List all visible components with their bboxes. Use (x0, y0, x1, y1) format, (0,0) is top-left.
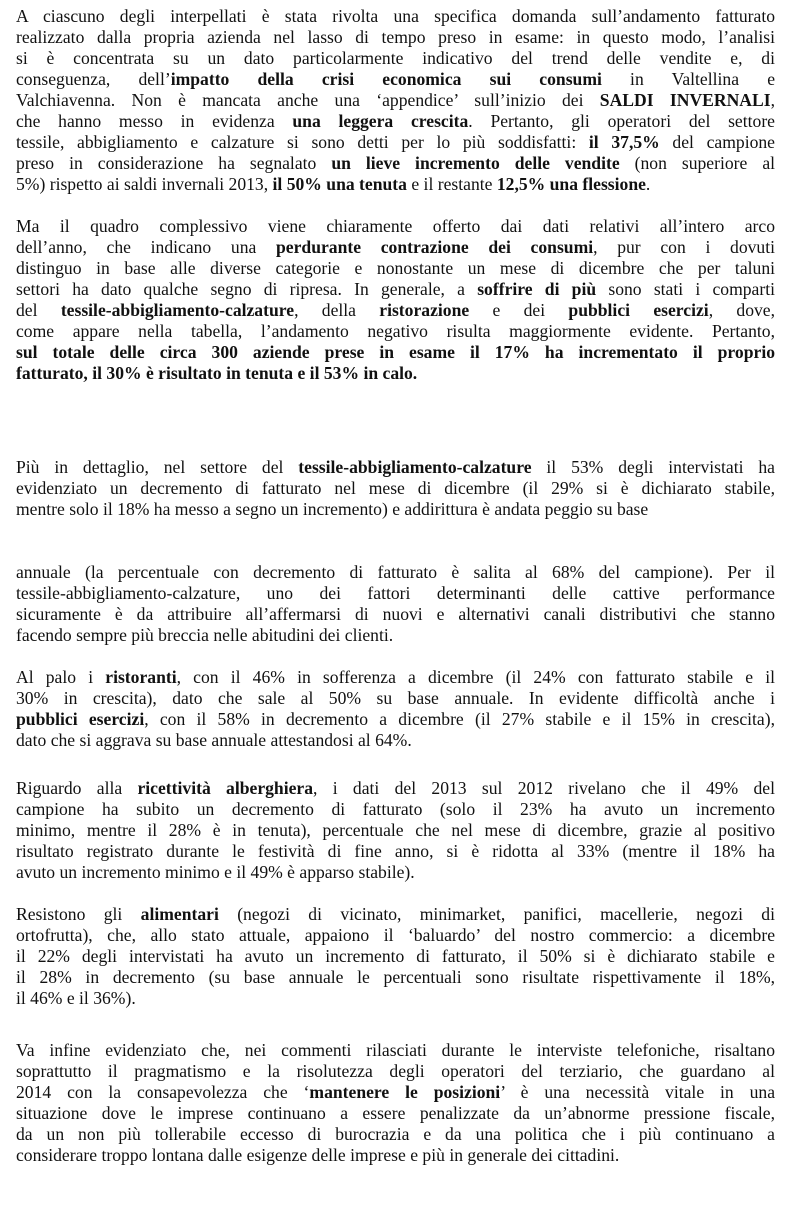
bold-text-run: fatturato, il 30% è risultato in tenuta e il 53% in calo. (16, 363, 418, 383)
bold-text-run: soffrire di più (477, 279, 597, 299)
text-run: sicuramente è da attribuire all’affermarsi di nuovi e alternativi canali distributivi che stanno (16, 604, 775, 624)
text-run: . Pertanto, gli operatori del settore (468, 111, 775, 131)
text-line (16, 363, 775, 384)
text-line (16, 1061, 775, 1082)
text-line (16, 1103, 775, 1124)
bold-text-run: 12,5% una flessione (496, 174, 646, 194)
text-line (16, 946, 775, 967)
text-run: come appare nella tabella, l’andamento negativo risulta maggiormente evidente. Pertanto, (16, 321, 775, 341)
text-run: , i dati del 2013 sul 2012 rivelano che il 49% del (313, 778, 776, 798)
text-run: distinguo in base alle diverse categorie e nonostante un mese di dicembre che per taluni (16, 258, 775, 278)
bold-text-run: un lieve incremento delle vendite (331, 153, 620, 173)
text-run: mentre solo il 18% ha messo a segno un incremento) e addirittura è andata peggio su base (16, 499, 649, 519)
text-run: Ma il quadro complessivo viene chiaramente offerto dai dati relativi all’intero arco (16, 216, 775, 236)
bold-text-run: tessile-abbigliamento-calzature (60, 300, 295, 320)
text-line (16, 153, 775, 174)
paragraph-alimentari (16, 904, 775, 1009)
paragraph-quadro-complessivo (16, 216, 775, 384)
text-run: il 22% degli intervistati ha avuto un incremento di fatturato, il 50% si è dichiarato stabile e (16, 946, 775, 966)
bold-text-run: impatto della crisi economica sui consumi (170, 69, 602, 89)
bold-text-run: ricettività alberghiera (137, 778, 314, 798)
text-line (16, 300, 775, 321)
text-run: minimo, mentre il 28% è in tenuta), percentuale che nel mese di dicembre, grazie al positivo (16, 820, 775, 840)
paragraph-ristoranti (16, 667, 775, 751)
text-run: conseguenza, dell’ (16, 69, 171, 89)
text-line (16, 925, 775, 946)
bold-text-run: tessile-abbigliamento-calzature (298, 457, 532, 477)
text-run: facendo sempre più breccia nelle abitudini dei clienti. (16, 625, 394, 645)
text-run: settori ha dato qualche segno di ripresa. In generale, a (16, 279, 478, 299)
paragraph-intro-saldi (16, 6, 775, 195)
text-run: 5%) rispetto ai saldi invernali 2013, (16, 174, 273, 194)
bold-text-run: una leggera crescita (292, 111, 469, 131)
bold-text-run: il 37,5% (588, 132, 660, 152)
text-run: , dove, (708, 300, 775, 320)
text-run: , pur con i dovuti (593, 237, 776, 257)
text-line (16, 237, 775, 258)
text-run: il 53% degli intervistati ha (531, 457, 775, 477)
text-line (16, 1145, 775, 1166)
paragraph-ricettivita-alberghiera (16, 778, 775, 883)
text-line (16, 688, 775, 709)
text-line (16, 778, 775, 799)
text-run: e il restante (406, 174, 497, 194)
text-run: dato che si aggrava su base annuale attestandosi al 64%. (16, 730, 412, 750)
text-line (16, 258, 775, 279)
text-run: in Valtellina e (601, 69, 775, 89)
text-run: preso in considerazione ha segnalato (16, 153, 332, 173)
text-run: 2014 con la consapevolezza che ‘ (16, 1082, 310, 1102)
text-line (16, 841, 775, 862)
bold-text-run: pubblici esercizi (568, 300, 709, 320)
text-line (16, 132, 775, 153)
text-line (16, 967, 775, 988)
text-run: risultato registrato durante le festività di fine anno, si è ridotta al 33% (mentre il 18% ha (16, 841, 775, 861)
bold-text-run: sul totale delle circa 300 aziende prese in esame il 17% ha incrementato il proprio (16, 342, 775, 362)
text-line (16, 862, 775, 883)
text-line (16, 279, 775, 300)
text-run: , con il 58% in decremento a dicembre (il 27% stabile e il 15% in crescita), (144, 709, 775, 729)
text-run: e dei (469, 300, 569, 320)
text-run: il 28% in decremento (su base annuale le percentuali sono risultate rispettivamente il 18%, (16, 967, 775, 987)
bold-text-run: perdurante contrazione dei consumi (276, 237, 594, 257)
text-run: avuto un incremento minimo e il 49% è apparso stabile). (16, 862, 415, 882)
text-run: realizzato dalla propria azienda nel lasso di tempo preso in esame: in questo modo, l’analisi (16, 27, 775, 47)
text-run: (negozi di vicinato, minimarket, panifici, macellerie, negozi di (218, 904, 775, 924)
text-line (16, 342, 775, 363)
text-line (16, 321, 775, 342)
text-run: del campione (659, 132, 775, 152)
text-run: Al palo i (16, 667, 106, 687)
text-line (16, 6, 775, 27)
text-run: , (770, 90, 775, 110)
text-line (16, 174, 775, 195)
text-line (16, 478, 775, 499)
text-line (16, 457, 775, 478)
text-line (16, 730, 775, 751)
bold-text-run: il 50% una tenuta (272, 174, 407, 194)
text-run: tessile, abbigliamento e calzature si sono detti per lo più soddisfatti: (16, 132, 589, 152)
text-line (16, 1124, 775, 1145)
text-line (16, 904, 775, 925)
text-run: da un non più tollerabile eccesso di burocrazia e da una politica che i più continuano a (16, 1124, 775, 1144)
text-run: situazione dove le imprese continuano a essere penalizzate da un’abnorme pressione fiscale, (16, 1103, 775, 1123)
text-line (16, 625, 775, 646)
paragraph-conclusioni (16, 1040, 775, 1166)
text-run: Va infine evidenziato che, nei commenti rilasciati durante le interviste telefoniche, risaltano (16, 1040, 775, 1060)
text-run: soprattutto il pragmatismo e la risolutezza degli operatori del terziario, che guardano al (16, 1061, 775, 1081)
text-run: che hanno messo in evidenza (16, 111, 293, 131)
text-line (16, 90, 775, 111)
text-run: (non superiore al (619, 153, 776, 173)
text-line (16, 48, 775, 69)
text-run: ortofrutta), che, allo stato attuale, appaiono il ‘baluardo’ del nostro commercio: a dicembre (16, 925, 775, 945)
bold-text-run: SALDI INVERNALI (599, 90, 771, 110)
paragraph-tessile-dettaglio (16, 457, 775, 520)
text-line (16, 499, 775, 520)
text-line (16, 1082, 775, 1103)
text-run: tessile-abbigliamento-calzature, uno dei fattori determinanti delle cattive performance (16, 583, 775, 603)
text-run: sono stati i comparti (596, 279, 775, 299)
text-run: , con il 46% in sofferenza a dicembre (il 24% con fatturato stabile e il (176, 667, 775, 687)
text-line (16, 111, 775, 132)
text-run: Resistono gli (16, 904, 141, 924)
text-line (16, 562, 775, 583)
text-line (16, 69, 775, 90)
text-run: Riguardo alla (16, 778, 138, 798)
text-run: dell’anno, che indicano una (16, 237, 277, 257)
text-line (16, 799, 775, 820)
bold-text-run: mantenere le posizioni (309, 1082, 501, 1102)
text-run: considerare troppo lontana dalle esigenze delle imprese e più in generale dei cittadini. (16, 1145, 620, 1165)
bold-text-run: ristoranti (105, 667, 177, 687)
text-run: si è concentrata su un dato particolarmente indicativo del trend delle vendite e, di (16, 48, 775, 68)
text-line (16, 1040, 775, 1061)
bold-text-run: ristorazione (379, 300, 470, 320)
text-line (16, 988, 775, 1009)
text-run: 30% in crescita), dato che sale al 50% su base annuale. In evidente difficoltà anche i (16, 688, 775, 708)
text-run: evidenziato un decremento di fatturato nel mese di dicembre (il 29% si è dichiarato stabile, (16, 478, 775, 498)
text-run: Valchiavenna. Non è mancata anche una ‘appendice’ sull’inizio dei (16, 90, 600, 110)
text-run: del (16, 300, 61, 320)
text-line (16, 709, 775, 730)
text-run: il 46% e il 36%). (16, 988, 136, 1008)
text-run: . (645, 174, 651, 194)
text-line (16, 583, 775, 604)
text-line (16, 604, 775, 625)
text-run: ’ è una necessità vitale in una (500, 1082, 776, 1102)
text-run: A ciascuno degli interpellati è stata rivolta una specifica domanda sull’andamento fatturato (16, 6, 775, 26)
paragraph-tessile-annuale (16, 562, 775, 646)
text-line (16, 27, 775, 48)
text-run: annuale (la percentuale con decremento di fatturato è salita al 68% del campione). Per il (16, 562, 775, 582)
text-run: campione ha subito un decremento di fatturato (solo il 23% ha avuto un incremento (16, 799, 775, 819)
text-line (16, 216, 775, 237)
text-run: Più in dettaglio, nel settore del (16, 457, 299, 477)
bold-text-run: pubblici esercizi (16, 709, 145, 729)
text-line (16, 667, 775, 688)
text-run: , della (294, 300, 380, 320)
text-line (16, 820, 775, 841)
bold-text-run: alimentari (140, 904, 219, 924)
